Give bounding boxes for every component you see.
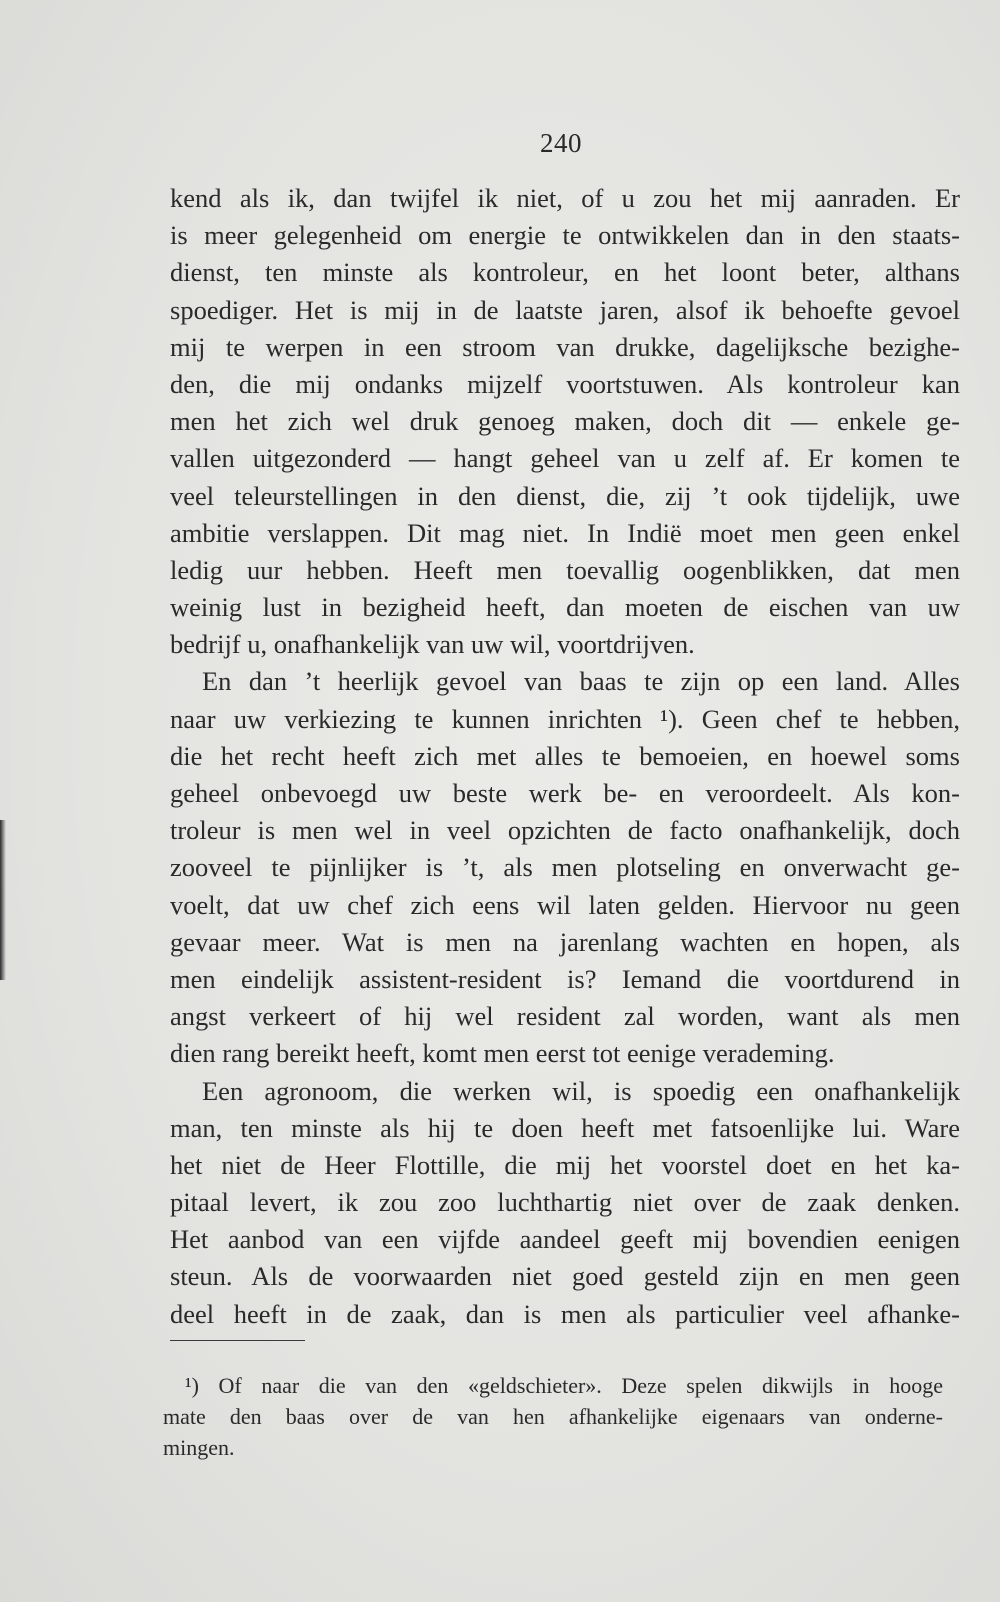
text-line: Het aanbod van een vijfde aandeel geeft mij bovendien eenigen — [170, 1224, 960, 1255]
text-line: het niet de Heer Flottille, die mij het voorstel doet en het ka- — [170, 1149, 960, 1180]
text-line: men eindelijk assistent-resident is? Iemand die voortdurend in — [170, 963, 960, 994]
text-line: dien rang bereikt heeft, komt men eerst tot eenige verademing. — [170, 1038, 835, 1069]
text-line: troleur is men wel in veel opzichten de facto onafhankelijk, doch — [170, 815, 960, 846]
footnote-divider — [170, 1340, 305, 1341]
text-line: En dan ’t heerlijk gevoel van baas te zijn op een land. Alles — [202, 666, 960, 697]
text-line: man, ten minste als hij te doen heeft met fatsoenlijke lui. Ware — [170, 1112, 960, 1143]
text-line: deel heeft in de zaak, dan is men als particulier veel afhanke- — [170, 1298, 960, 1329]
footnote — [163, 1370, 943, 1463]
text-line: Een agronoom, die werken wil, is spoedig een onafhankelijk — [202, 1075, 960, 1106]
text-line: naar uw verkiezing te kunnen inrichten ¹). Geen chef te hebben, — [170, 703, 960, 734]
text-line: zooveel te pijnlijker is ’t, als men plotseling en onverwacht ge- — [170, 852, 960, 883]
text-line: veel teleurstellingen in den dienst, die, zij ’t ook tijdelijk, uwe — [170, 480, 960, 511]
footnote-line: mate den baas over de van hen afhankelijke eigenaars van onderne- — [163, 1404, 943, 1429]
text-line: die het recht heeft zich met alles te bemoeien, en hoewel soms — [170, 740, 960, 771]
footnote-line: ¹) Of naar die van den «geldschieter». Deze spelen dikwijls in hooge — [185, 1373, 943, 1398]
text-line: ambitie verslappen. Dit mag niet. In Indië moet men geen enkel — [170, 517, 960, 548]
text-line: voelt, dat uw chef zich eens wil laten gelden. Hiervoor nu geen — [170, 889, 960, 920]
text-line: gevaar meer. Wat is men na jarenlang wachten en hopen, als — [170, 926, 960, 957]
text-line: steun. Als de voorwaarden niet goed gesteld zijn en men geen — [170, 1261, 960, 1292]
text-line: dienst, ten minste als kontroleur, en het loont beter, althans — [170, 257, 960, 288]
text-line: geheel onbevoegd uw beste werk be- en veroordeelt. Als kon- — [170, 778, 960, 808]
text-line: angst verkeert of hij wel resident zal worden, want als men — [170, 1001, 960, 1032]
text-line: den, die mij ondanks mijzelf voortstuwen. Als kontroleur kan — [170, 368, 960, 399]
text-line: kend als ik, dan twijfel ik niet, of u zou het mij aanraden. Er — [170, 183, 960, 213]
text-line: weinig lust in bezigheid heeft, dan moeten de eischen van uw — [170, 592, 960, 623]
text-line: pitaal levert, ik zou zoo luchthartig niet over de zaak denken. — [170, 1187, 960, 1218]
text-line: ledig uur hebben. Heeft men toevallig oogenblikken, dat men — [170, 554, 960, 585]
text-line: vallen uitgezonderd — hangt geheel van u zelf af. Er komen te — [170, 443, 960, 474]
text-line: is meer gelegenheid om energie te ontwikkelen dan in den staats- — [170, 220, 960, 251]
text-line: mij te werpen in een stroom van drukke, dagelijksche bezighe- — [170, 331, 960, 362]
text-line: spoediger. Het is mij in de laatste jaren, alsof ik behoefte gevoel — [170, 294, 960, 325]
text-line: bedrijf u, onafhankelijk van uw wil, voortdrijven. — [170, 629, 695, 660]
text-line: men het zich wel druk genoeg maken, doch dit — enkele ge- — [170, 406, 960, 437]
binding-shadow — [0, 820, 6, 980]
footnote-line: mingen. — [163, 1435, 235, 1460]
main-text — [170, 180, 960, 1333]
page-number: 240 — [540, 128, 582, 158]
